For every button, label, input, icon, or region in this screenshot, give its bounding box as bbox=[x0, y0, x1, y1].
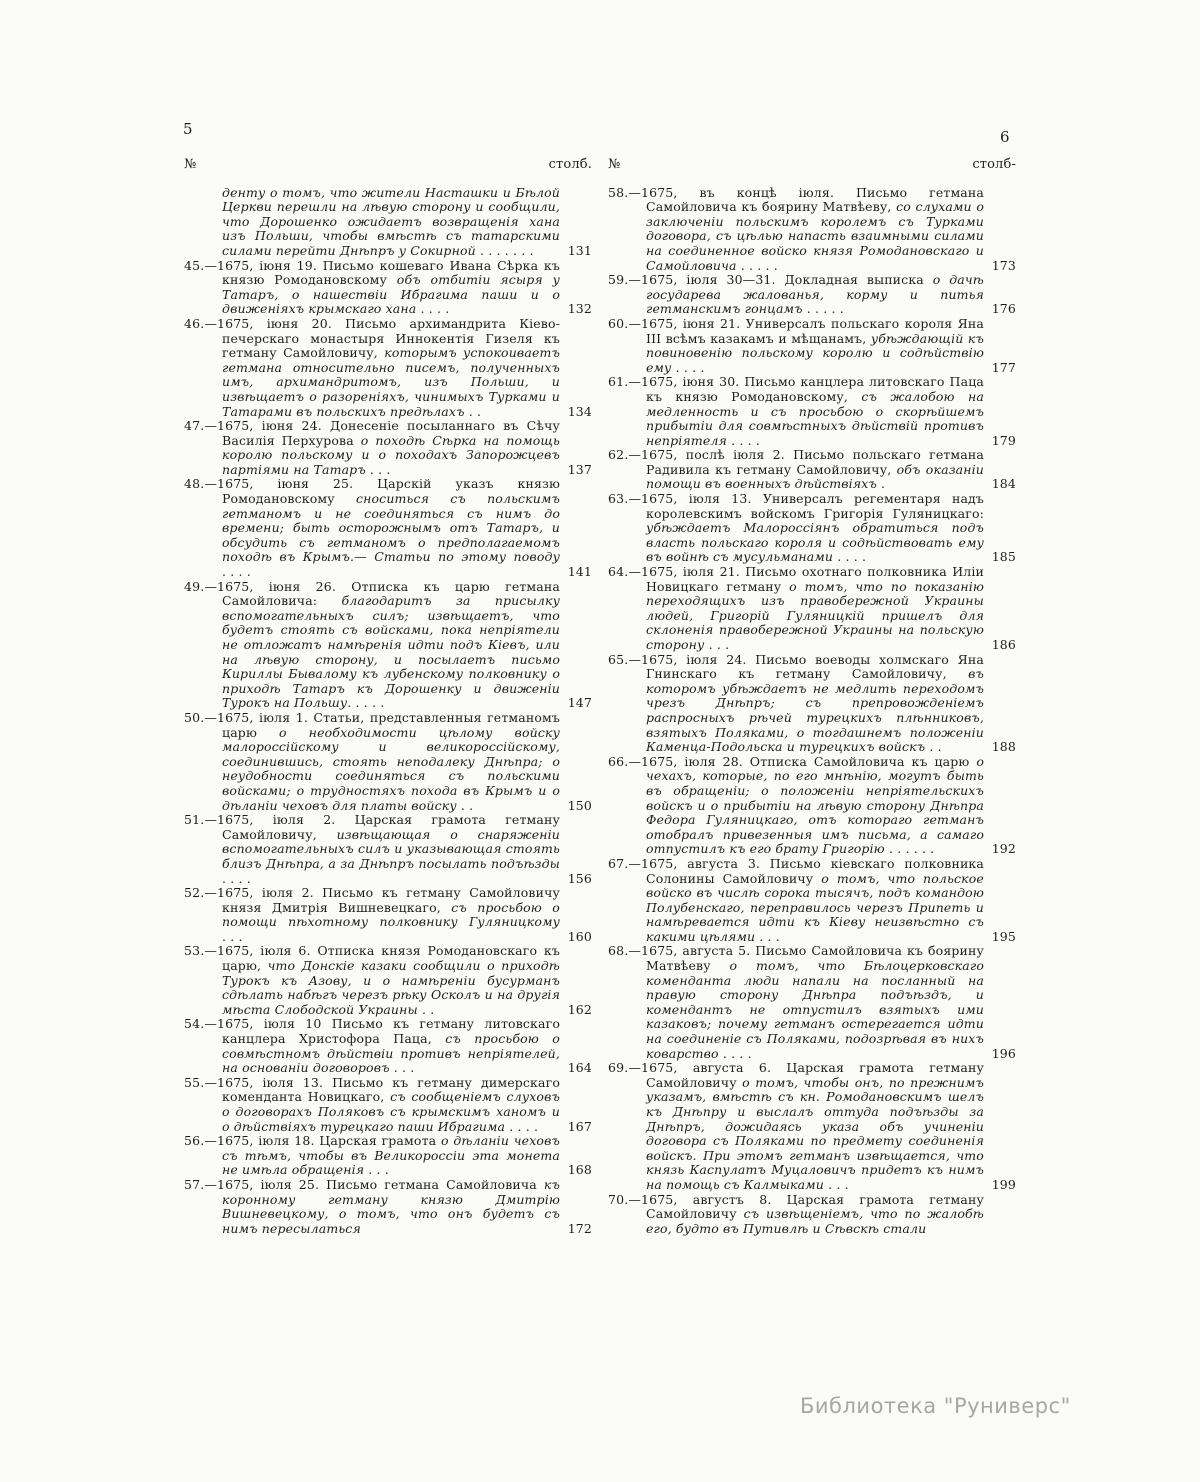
entry-number: 68. bbox=[608, 943, 629, 959]
leader-dots: . . . bbox=[823, 1176, 849, 1192]
entry-summary: со слухами о заключеніи польскимъ королемъ съ Турками договора, съ цѣлью напасть взаимными силами на соединенное войско князя Ромодановскаго и Самойловича bbox=[646, 199, 984, 273]
entry-heading: —1675, іюля 30—31. Докладная выписка bbox=[628, 272, 933, 288]
column-number: 132 bbox=[567, 301, 592, 317]
column-number: 137 bbox=[567, 461, 592, 477]
catalog-entry bbox=[184, 1017, 592, 1075]
catalog-entry bbox=[184, 317, 592, 419]
entry-text bbox=[184, 813, 560, 886]
catalog-entry bbox=[608, 186, 1016, 274]
entry-text bbox=[184, 477, 560, 579]
entry-heading: —1675, августа 6. Царская грамота гетману Самойловичу bbox=[628, 1060, 984, 1090]
entry-summary: о походѣ Сѣрка на помощь королю польскому и о походахъ Запорожцевъ партіями на Татаръ bbox=[222, 432, 560, 477]
entry-number: 50. bbox=[184, 709, 205, 725]
entry-heading: —1675, іюля 2. Царская грамота гетману Самойловичу, bbox=[204, 812, 560, 842]
entry-summary: сноситься съ польскимъ гетманомъ и не соединяться съ нимъ до времени; быть осторожнымъ отъ Татаръ, и обсудить съ гетманомъ о предполагаемомъ походѣ въ Крымъ.— Статьи по этому поводу bbox=[222, 491, 560, 565]
column-number: 192 bbox=[991, 841, 1016, 857]
catalog-entry bbox=[184, 419, 592, 477]
column-number-header: столб. bbox=[548, 157, 592, 172]
entry-heading: —1675, іюля 18. Царская грамота bbox=[204, 1133, 441, 1149]
entry-number: 48. bbox=[184, 476, 205, 492]
entry-text bbox=[608, 857, 984, 945]
catalog-entry bbox=[184, 813, 592, 886]
entry-text bbox=[184, 944, 560, 1017]
catalog-entry bbox=[184, 1076, 592, 1134]
entry-summary: съ просьбою о помощи пѣхотному полковнику Гуляницкому bbox=[222, 899, 560, 930]
column-number: 186 bbox=[991, 637, 1016, 652]
catalog-column bbox=[608, 158, 1016, 1236]
column-number: 173 bbox=[991, 257, 1016, 273]
entry-summary: къ коронному гетману князю Дмитрію Вишневецкому, о томъ, что онъ будетъ съ нимъ пересылаться bbox=[222, 1176, 560, 1236]
entry-text bbox=[184, 1017, 560, 1075]
column-number: 179 bbox=[991, 432, 1016, 448]
entry-heading: —1675, августа 5. Письмо Самойловича къ боярину Матвѣеву bbox=[628, 943, 984, 974]
leader-dots: . . . . bbox=[222, 564, 251, 580]
entry-heading: —1675, августъ 8. Царская грамота гетману Самойловичу bbox=[628, 1191, 984, 1222]
column-number: 172 bbox=[567, 1220, 592, 1236]
entry-number: 53. bbox=[184, 943, 205, 959]
entry-summary: съ просьбою о совмѣстномъ дѣйствіи противъ непріятелей, на основаніи договоровъ bbox=[222, 1031, 560, 1076]
column-number: 147 bbox=[567, 695, 592, 711]
entry-heading: —1675, августа 3. Письмо кіевскаго полковника Солонины Самойловичу bbox=[628, 855, 984, 886]
entry-text bbox=[184, 886, 560, 944]
leader-dots: . . . bbox=[389, 1060, 415, 1076]
entry-heading: —1675, іюня 25. Царскій указъ князю Ромодановскому bbox=[204, 476, 560, 507]
entry-summary: о дачѣ государева жалованья, корму и питья гетманскимъ гонцамъ bbox=[646, 272, 984, 317]
entry-text bbox=[608, 653, 984, 755]
leader-dots: . . . bbox=[704, 637, 730, 652]
catalog-entry bbox=[608, 1193, 1016, 1237]
leader-dots: . . bbox=[456, 797, 474, 813]
entry-number: 57. bbox=[184, 1176, 205, 1192]
column-number: 196 bbox=[991, 1045, 1016, 1061]
entry-number: 59. bbox=[608, 272, 629, 288]
entry-number: 55. bbox=[184, 1074, 205, 1090]
leader-dots: . . . . bbox=[416, 301, 450, 317]
entry-summary: о томъ, что польское войско въ числѣ сорока тысячъ, подъ командою Полубенскаго, переправилось черезъ Припеть и намѣревается идти къ Кіеву неизвѣстно съ какими цѣлями bbox=[646, 870, 984, 944]
column-number: 199 bbox=[991, 1176, 1016, 1192]
entry-number: 56. bbox=[184, 1133, 205, 1149]
entry-summary: убѣждаетъ Малороссіянъ обратиться подъ власть польскаго короля и содѣйствовать ему въ войнѣ съ мусульманами bbox=[646, 520, 984, 565]
catalog-entry bbox=[608, 944, 1016, 1061]
entry-summary: въ которомъ убѣждаетъ не медлить переходомъ чрезъ Днѣпръ; съ препровожденіемъ распросныхъ рѣчей турецкихъ плѣнниковъ, взятыхъ Поляками, о тогдашнемъ положеніи Каменца-Подольска и турецкихъ войскъ bbox=[646, 666, 984, 755]
column-number: 177 bbox=[991, 359, 1016, 375]
entry-number: 47. bbox=[184, 418, 205, 434]
entry-heading: —1675, въ концѣ іюля. Письмо гетмана Самойловича къ боярину Матвѣеву, bbox=[628, 184, 984, 215]
leader-dots: . . bbox=[925, 739, 942, 755]
catalog-entry bbox=[608, 317, 1016, 375]
catalog-entry bbox=[608, 448, 1016, 492]
entry-text bbox=[184, 1134, 560, 1178]
entry-heading: —1675, іюня 19. Письмо кошеваго Ивана Сѣрка къ князю Ромодановскому bbox=[204, 257, 560, 288]
entry-heading: —1675, іюня 20. Письмо архимандрита Кіево-печерскаго монастыря Иннокентія Гизеля къ гетману Самойловичу, bbox=[204, 315, 560, 361]
catalog-entry bbox=[184, 259, 592, 317]
entry-text bbox=[608, 186, 984, 274]
entry-number: 52. bbox=[184, 885, 205, 901]
entry-text bbox=[184, 711, 560, 813]
column-number-header: столб- bbox=[972, 157, 1016, 172]
entry-summary: объ отбитіи ясыря у Татаръ, о нашествіи Ибрагима паши и о движеніяхъ крымскаго хана bbox=[222, 272, 560, 317]
entry-text bbox=[184, 317, 560, 419]
catalog-entry bbox=[184, 1134, 592, 1178]
entry-number: 67. bbox=[608, 855, 629, 871]
leader-dots: . . . . bbox=[833, 549, 867, 565]
entry-number: 62. bbox=[608, 447, 629, 463]
catalog-columns bbox=[184, 158, 1016, 1236]
entry-heading: —1675, іюня 21. Универсалъ польскаго короля Яна III всѣмъ казакамъ и мѣщанамъ, bbox=[628, 315, 984, 346]
entry-text bbox=[184, 580, 560, 711]
column-number: 160 bbox=[567, 928, 592, 944]
entry-text bbox=[608, 317, 984, 375]
leader-dots: . . . . . bbox=[802, 301, 844, 317]
entry-summary: благодаритъ за присылку вспомогательныхъ силъ; извѣщаетъ, что будетъ стоять съ войсками, пока непріятели не отложатъ намѣренія идти подъ Кіевъ, или на лѣвую сторону, и посылаетъ письмо Кириллы Бывалому къ лубенскому полковнику о приходѣ Татаръ къ Дорошенку и движеніи Турокъ на Польшу. bbox=[222, 593, 560, 711]
catalog-entry bbox=[184, 477, 592, 579]
entry-heading: —1675, іюля 1. Статьи, представленныя гетманомъ царю bbox=[204, 709, 560, 740]
leader-dots: . . . . . . bbox=[884, 841, 935, 857]
entry-summary: объ оказаніи помощи въ военныхъ дѣйствіяхъ bbox=[646, 461, 984, 492]
entry-number: 69. bbox=[608, 1060, 629, 1076]
entry-heading: —1675, іюля 24. Письмо воеводы холмскаго Яна Гнинскаго къ гетману Самойловичу, bbox=[628, 651, 984, 682]
entry-text bbox=[184, 186, 560, 259]
entry-heading: —1675, іюня 26. Отписка къ царю гетмана Самойловича: bbox=[204, 578, 560, 609]
catalog-entry bbox=[608, 565, 1016, 653]
column-number: 176 bbox=[991, 301, 1016, 317]
catalog-column bbox=[184, 158, 592, 1236]
entry-number: 70. bbox=[608, 1191, 629, 1207]
entry-text bbox=[184, 1076, 560, 1134]
entry-summary: о томъ, что Бѣлоцерковскаго коменданта люди напали на посланный на правую сторону Днѣпра подъѣздъ, и комендантъ не отпустилъ взятыхъ ими казаковъ; почему гетманъ остерегается идти на соединеніе съ Поляками, подозрѣвая въ нихъ коварство bbox=[646, 958, 985, 1061]
entry-number: 66. bbox=[608, 753, 629, 769]
entry-summary: о томъ, что по показанію переходящихъ изъ правобережной Украины людей, Григорій Гуляницкій пришелъ для склоненія правобережной Украины на польскую сторону bbox=[646, 578, 985, 652]
leader-dots: . . bbox=[417, 1001, 435, 1017]
catalog-entry bbox=[608, 755, 1016, 857]
entry-number: 61. bbox=[608, 374, 629, 390]
page-number-right: 6 bbox=[1000, 128, 1010, 146]
catalog-entry bbox=[608, 1061, 1016, 1192]
column-number: 168 bbox=[567, 1162, 592, 1178]
leader-dots: . . . . . . . bbox=[475, 242, 534, 258]
column-header-row bbox=[608, 158, 1016, 173]
entry-summary: денту о томъ, что жители Насташки и Бѣлой Церкви перешли на лѣвую сторону и сообщили, что Дорошенко ожидаетъ возвращенія хана изъ Польши, чтобы вмѣстѣ съ татарскими силами перейти Днѣпръ у Сокирной bbox=[222, 184, 560, 258]
entry-summary: извѣщающая о снаряженіи вспомогательныхъ силъ и указывающая стоять близъ Днѣпра, а за Днѣпръ посылать подъѣзды bbox=[222, 826, 560, 871]
column-number: 156 bbox=[567, 870, 592, 886]
library-watermark: Библиотека "Руниверс" bbox=[800, 1394, 1071, 1418]
leader-dots: . . . bbox=[755, 928, 780, 944]
column-number: 184 bbox=[991, 476, 1016, 492]
entry-summary: о необходимости цѣлому войску малороссійскому и великороссійскому, соединившись, стоять неподалеку Днѣпра; о неудобности соединяться съ польскими войсками; о трудностяхъ похода въ Крымъ и о дѣланіи чеховъ для платы войску bbox=[222, 724, 561, 813]
entry-number: 63. bbox=[608, 491, 629, 507]
catalog-entry bbox=[184, 186, 592, 259]
leader-dots: . . . . bbox=[222, 870, 251, 886]
column-number: 188 bbox=[991, 739, 1016, 755]
column-number: 141 bbox=[567, 564, 592, 580]
entry-text bbox=[184, 419, 560, 477]
entry-number: 60. bbox=[608, 315, 629, 331]
entry-summary: о томъ, чтобы онъ, по прежнимъ указамъ, вмѣстѣ съ кн. Ромодановскимъ шелъ къ Днѣпру и выслалъ оттуда подъѣзды за Днѣпръ, дожидаясь указа объ учиненіи договора съ Поляками по предмету соединенія войскъ. При этомъ гетманъ извѣщается, что князь Каспулатъ Муцаловичъ придетъ къ нимъ на помощь съ Калмыками bbox=[646, 1074, 984, 1192]
entry-number: 64. bbox=[608, 564, 629, 580]
entry-summary: съ извѣщеніемъ, что по жалобѣ его, будто въ Путивлѣ и Сѣвскѣ стали bbox=[646, 1206, 984, 1236]
entry-text bbox=[608, 273, 984, 317]
entry-text bbox=[608, 1061, 984, 1192]
catalog-entry bbox=[184, 944, 592, 1017]
entry-text bbox=[608, 944, 984, 1061]
entry-number: 51. bbox=[184, 812, 205, 828]
entry-text bbox=[184, 259, 560, 317]
entry-number: 65. bbox=[608, 651, 629, 667]
column-number: 131 bbox=[567, 242, 592, 258]
column-number: 134 bbox=[567, 403, 592, 419]
entry-number: 45. bbox=[184, 257, 205, 273]
entry-summary: убѣждающій къ повиновенію польскому королю и содѣйствію ему bbox=[646, 330, 984, 375]
number-header: № bbox=[184, 157, 197, 172]
leader-dots: . . . . bbox=[718, 1045, 752, 1061]
entry-text bbox=[608, 565, 984, 653]
entry-heading: —1675, іюля 25. Письмо гетмана Самойловича bbox=[204, 1176, 544, 1192]
entry-heading: —1675, іюля 28. Отписка Самойловича къ царю bbox=[628, 753, 977, 769]
entry-heading: —1675, іюля 13. Письмо къ гетману димерскаго коменданта Новицкаго, bbox=[204, 1074, 560, 1105]
entry-summary: съ сообщеніемъ слуховъ о договорахъ Поляковъ съ крымскимъ ханомъ и о дѣйствіяхъ турецкаго паши Ибрагима bbox=[222, 1089, 561, 1134]
leader-dots: . . . bbox=[365, 461, 391, 477]
entry-text bbox=[608, 755, 984, 857]
catalog-entry bbox=[184, 711, 592, 813]
catalog-entry bbox=[608, 273, 1016, 317]
leader-dots: . bbox=[876, 476, 886, 492]
column-number: 162 bbox=[567, 1001, 592, 1017]
entry-heading: —1675, іюля 10 Письмо къ гетману литовскаго канцлера Христофора Паца, bbox=[204, 1016, 560, 1047]
leader-dots: . . . . . bbox=[736, 257, 778, 273]
entry-text bbox=[608, 492, 984, 565]
entry-number: 49. bbox=[184, 578, 205, 594]
column-number: 150 bbox=[567, 797, 592, 813]
catalog-entry bbox=[608, 375, 1016, 448]
entry-summary: съ жалобою на медленность и съ просьбою о скорѣйшемъ прибытіи для совмѣстныхъ дѣйствій противъ непріятеля bbox=[646, 388, 984, 448]
entry-heading: —1675, іюня 30. Письмо канцлера литовскаго Паца къ князю Ромодановскому, bbox=[628, 374, 984, 404]
catalog-entry bbox=[184, 1178, 592, 1236]
leader-dots: . . bbox=[464, 403, 482, 419]
column-header-row bbox=[184, 158, 592, 173]
entry-text bbox=[184, 1178, 560, 1236]
catalog-entry bbox=[608, 492, 1016, 565]
entry-summary: которымъ успокоиваетъ гетмана относительно писемъ, полученныхъ имъ, архимандритомъ, изъ Польши, и извѣщаетъ о разореніяхъ, чинимыхъ Турками и Татарами въ польскихъ предѣлахъ bbox=[222, 345, 560, 419]
number-header: № bbox=[608, 157, 621, 172]
column-number: 164 bbox=[567, 1060, 592, 1076]
catalog-entry bbox=[184, 886, 592, 944]
leader-dots: . . . . bbox=[671, 359, 705, 375]
entry-summary: о чехахъ, которые, по его мнѣнію, могутъ быть въ обращеніи; о положеніи непріятельскихъ войскъ и о прибытіи на лѣвую сторону Днѣпра Федора Гуляницкаго, отъ котораго гетманъ отобралъ привезенныя имъ письма, а самаго отпустилъ къ его брату Григорію bbox=[646, 753, 984, 857]
entry-heading: —1675, іюля 6. Отписка князя Ромодановскаго къ царю, bbox=[204, 943, 560, 974]
entry-heading: —1675, іюля 13. Универсалъ регементаря надъ королевскимъ войскомъ Григорія Гуляницкаго: bbox=[628, 491, 984, 521]
entry-heading: —1675, іюня 24. Донесеніе посыланнаго въ Сѣчу Василія Перхурова bbox=[204, 418, 560, 448]
leader-dots: . . . bbox=[364, 1162, 389, 1178]
entry-text bbox=[608, 375, 984, 448]
entry-number: 54. bbox=[184, 1016, 205, 1032]
page-number-left: 5 bbox=[183, 120, 193, 138]
leader-dots: . . . . bbox=[351, 695, 385, 711]
entry-text bbox=[608, 448, 984, 492]
leader-dots: . . . . bbox=[505, 1118, 539, 1134]
leader-dots: . . . . bbox=[726, 432, 760, 448]
entry-heading: —1675, послѣ іюля 2. Письмо польскаго гетмана Радивила къ гетману Самойловичу, bbox=[628, 447, 984, 477]
entry-number: 46. bbox=[184, 315, 205, 331]
entry-heading: —1675, іюля 21. Письмо охотнаго полковника Иліи Новицкаго гетману bbox=[628, 564, 984, 594]
leader-dots: . . . bbox=[222, 928, 243, 944]
entry-text bbox=[608, 1193, 984, 1237]
catalog-entry bbox=[608, 653, 1016, 755]
catalog-entry bbox=[608, 857, 1016, 945]
column-number: 185 bbox=[991, 549, 1016, 565]
entry-summary: о дѣланіи чеховъ съ тѣмъ, чтобы въ Великороссіи эта монета не имѣла обращенія bbox=[222, 1133, 560, 1178]
catalog-entry bbox=[184, 580, 592, 711]
entry-number: 58. bbox=[608, 184, 629, 200]
entry-summary: что Донскіе казаки сообщили о приходѣ Турокъ къ Азову, и о намѣреніи бусурманъ сдѣлать набѣгъ черезъ рѣку Осколъ и на другія мѣста Слободской Украины bbox=[222, 958, 560, 1017]
entry-heading: —1675, іюля 2. Письмо къ гетману Самойловичу князя Дмитрія Вишневецкаго, bbox=[204, 885, 560, 915]
column-number: 167 bbox=[567, 1118, 592, 1134]
column-number: 195 bbox=[991, 928, 1016, 944]
